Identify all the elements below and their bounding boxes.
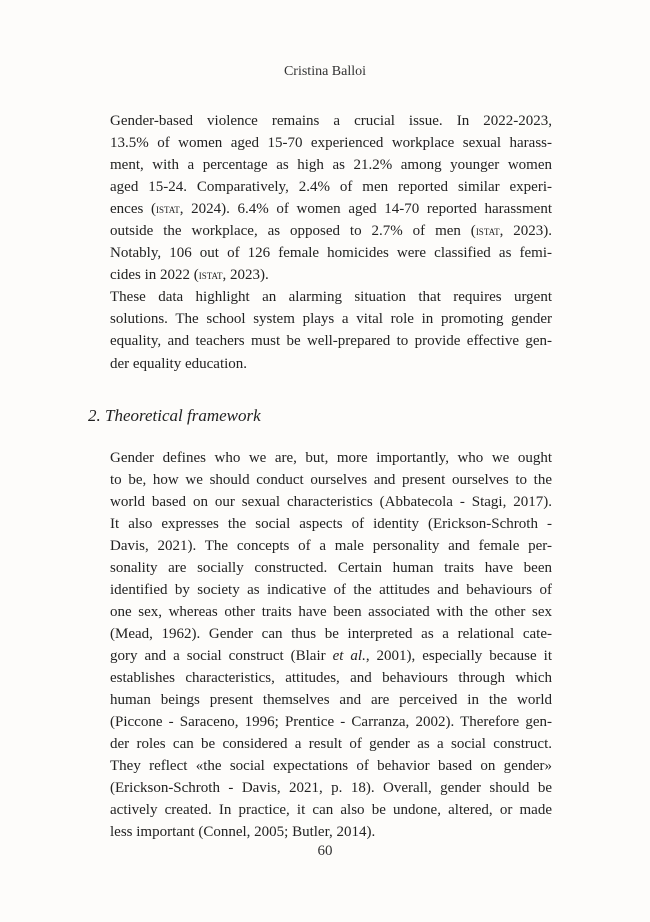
text-line: actively created. In practice, it can also be undone, altered, or made: [110, 802, 552, 819]
text-line: world based on our sexual characteristics (Abbatecola - Stagi, 2017).: [110, 493, 552, 510]
text-line: gory and a social construct (Blair et al., 2001), especially because it: [110, 647, 552, 664]
running-head: Cristina Balloi: [283, 64, 367, 79]
text-line: to be, how we should conduct ourselves and present ourselves to the: [110, 471, 552, 488]
body-text: [88, 110, 552, 843]
text-line: outside the workplace, as opposed to 2.7% of men (istat, 2023).: [110, 223, 553, 240]
text-line: (Erickson-Schroth - Davis, 2021, p. 18). Overall, gender should be: [110, 780, 552, 797]
text-line: ences (istat, 2024). 6.4% of women aged 14-70 reported harassment: [110, 201, 553, 218]
text-line: Notably, 106 out of 126 female homicides were classified as femi-: [110, 245, 552, 262]
paragraph-data-highlight: [88, 286, 552, 374]
text-line: der roles can be considered a result of gender as a social construct.: [110, 736, 552, 753]
page-number: 60: [317, 843, 333, 859]
text-line: Davis, 2021). The concepts of a male personality and female per-: [110, 537, 552, 554]
text-line: sonality are socially constructed. Certain human traits have been: [110, 559, 552, 576]
text-line: cides in 2022 (istat, 2023).: [110, 267, 269, 284]
text-line: It also expresses the social aspects of identity (Erickson-Schroth -: [110, 515, 552, 532]
text-line: one sex, whereas other traits have been associated with the other sex: [110, 603, 552, 620]
text-line: 13.5% of women aged 15-70 experienced workplace sexual harass-: [110, 135, 552, 152]
text-line: Gender-based violence remains a crucial issue. In 2022-2023,: [110, 113, 552, 129]
text-line: (Mead, 1962). Gender can thus be interpreted as a relational cate-: [110, 625, 552, 642]
section-heading: 2. Theoretical framework: [88, 405, 261, 425]
paragraph-gender-definition: [88, 447, 552, 844]
text-line: These data highlight an alarming situation that requires urgent: [110, 289, 552, 306]
text-line: less important (Connel, 2005; Butler, 2014).: [110, 824, 376, 841]
text-line: They reflect «the social expectations of behavior based on gender»: [110, 758, 552, 775]
text-line: ment, with a percentage as high as 21.2% among younger women: [110, 157, 552, 174]
text-line: aged 15-24. Comparatively, 2.4% of men reported similar experi-: [110, 179, 552, 196]
text-line: Gender defines who we are, but, more importantly, who we ought: [110, 449, 552, 466]
text-line: establishes characteristics, attitudes, and behaviours through which: [110, 670, 552, 687]
text-line: identified by society as indicative of the attitudes and behaviours of: [110, 581, 552, 598]
text-line: (Piccone - Saraceno, 1996; Prentice - Carranza, 2002). Therefore gen-: [110, 714, 552, 731]
text-line: der equality education.: [110, 355, 248, 372]
paragraph-gender-violence: [88, 110, 552, 286]
text-line: solutions. The school system plays a vital role in promoting gender: [110, 311, 552, 328]
text-line: human beings present themselves and are perceived in the world: [110, 692, 552, 709]
text-line: equality, and teachers must be well-prepared to provide effective gen-: [110, 333, 552, 350]
